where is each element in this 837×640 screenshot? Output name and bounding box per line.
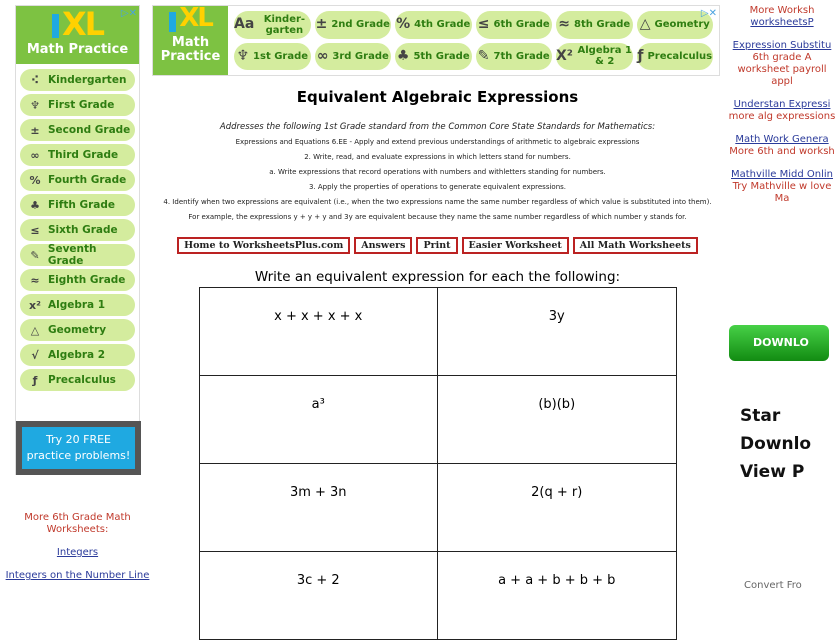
right-block-desc: Try Mathville w love Ma	[732, 181, 832, 204]
standard-line: Expressions and Equations 6.EE - Apply and extend previous understandings of arithmetic to algebraic expressions	[235, 138, 640, 146]
ad-item-label: Algebra 2	[48, 349, 106, 361]
banner-pill[interactable]	[315, 11, 392, 39]
expression-cell: a³	[199, 376, 438, 464]
banner-logo-line1: Math	[171, 35, 210, 50]
ad-item-eighth-grade[interactable]	[20, 269, 135, 291]
ad-item-label: Fifth Grade	[48, 199, 116, 211]
banner-pill-label: 3rd Grade	[332, 50, 389, 62]
right-link[interactable]: worksheetsP	[750, 17, 814, 28]
right-link-block	[727, 99, 837, 123]
nav-button-easier-worksheet[interactable]: Easier Worksheet	[462, 237, 569, 254]
grade-icon: Aa	[234, 16, 255, 33]
expression-cell: (b)(b)	[438, 376, 677, 464]
ad-subtitle: Math Practice	[26, 42, 129, 57]
banner-pill-label: 4th Grade	[414, 19, 471, 31]
expression-cell: a + a + b + b + b	[438, 552, 677, 640]
triangle-icon: △	[30, 323, 40, 337]
grade-icon: %	[396, 16, 411, 33]
more-worksheets-heading: More 6th Grade Math Worksheets:	[24, 512, 131, 535]
expression-cell: 3m + 3n	[199, 464, 438, 552]
grade-icon: ≈	[558, 16, 571, 33]
banner-pill[interactable]	[476, 11, 553, 39]
ixl-logo[interactable]: XL Math Practice	[16, 6, 139, 64]
ad-item-label: Fourth Grade	[48, 174, 127, 186]
grade-icon: ♣	[396, 47, 410, 64]
sqrt-icon: √	[31, 348, 39, 362]
ixl-side-ad[interactable]	[15, 5, 140, 475]
instruction: Write an equivalent expression for each the following:	[254, 269, 621, 285]
ad-item-label: Seventh Grade	[47, 243, 97, 267]
table-row	[199, 464, 676, 552]
expression-cell: x + x + x + x	[199, 288, 438, 376]
expression-cell: 2(q + r)	[438, 464, 677, 552]
standard-line: Addresses the following 1st Grade standard from the Common Core State Standards for Mathematics:	[219, 122, 656, 132]
banner-pill-label: Kinder-garten	[263, 13, 306, 36]
right-link-block	[727, 5, 837, 29]
ad-item-precalculus[interactable]	[20, 369, 135, 391]
pencil-cup-icon: ♆	[30, 98, 40, 112]
ad-item-kindergarten[interactable]	[20, 69, 135, 91]
ad-item-algebra-1[interactable]	[20, 294, 135, 316]
banner-pill[interactable]	[476, 43, 553, 71]
grade-icon: ♆	[236, 47, 250, 64]
ad-choices-icon[interactable]: ▷✕	[120, 8, 137, 19]
grade-icon: △	[639, 16, 651, 33]
right-sidebar	[727, 5, 837, 216]
ad-item-geometry[interactable]	[20, 319, 135, 341]
approx-icon: ≈	[30, 273, 40, 287]
expression-cell: 3y	[438, 288, 677, 376]
banner-pill[interactable]	[395, 43, 472, 71]
standards-text	[150, 120, 725, 225]
function-icon: ƒ	[32, 373, 38, 387]
infinity-icon: ∞	[30, 148, 40, 162]
right-link-block	[727, 40, 837, 88]
right-link[interactable]: Math Work Genera	[735, 134, 829, 145]
ad-item-fourth-grade[interactable]	[20, 169, 135, 191]
banner-pill-label: Geometry	[654, 19, 710, 31]
ad-item-sixth-grade[interactable]	[20, 219, 135, 241]
right-block-pre: More Worksh	[749, 5, 815, 16]
ad-item-second-grade[interactable]	[20, 119, 135, 141]
table-row	[199, 376, 676, 464]
right-block-desc: More 6th and worksh	[729, 146, 835, 157]
ad-item-label: Precalculus	[48, 374, 116, 386]
ad-grade-list	[16, 64, 139, 395]
table-row	[199, 552, 676, 640]
free-practice-button[interactable]	[16, 421, 141, 475]
apple-books-icon: ♣	[30, 198, 40, 212]
ad-choices-icon[interactable]: ▷✕	[700, 8, 717, 19]
standard-line: 4. Identify when two expressions are equivalent (i.e., when the two expressions name the same number regardless of which value is substituted into them).	[163, 198, 712, 206]
right-link-block	[727, 134, 837, 158]
ad-item-seventh-grade[interactable]	[20, 244, 135, 266]
percent-icon: %	[29, 173, 41, 187]
banner-pill[interactable]	[395, 11, 472, 39]
ad-item-label: Sixth Grade	[48, 224, 118, 236]
ad-item-label: Second Grade	[48, 124, 131, 136]
ixl-banner-logo[interactable]: XL Math Practice	[153, 6, 228, 75]
banner-pill-label: 1st Grade	[253, 50, 309, 62]
less-equal-icon: ≤	[30, 223, 40, 237]
right-link[interactable]: Understan Expressi	[733, 99, 831, 110]
grade-icon: ƒ	[637, 47, 644, 64]
right-link-block	[727, 169, 837, 205]
standard-line: For example, the expressions y + y + y and 3y are equivalent because they name the same number regardless of which number y stands for.	[188, 213, 687, 221]
right-link[interactable]: Expression Substitu	[732, 40, 832, 51]
standard-line: 2. Write, read, and evaluate expressions in which letters stand for numbers.	[304, 153, 571, 161]
worksheet-content	[150, 88, 725, 640]
more-worksheets-links	[0, 512, 155, 582]
download-button[interactable]: DOWNLO	[729, 325, 829, 361]
grade-icon: ∞	[316, 47, 329, 64]
banner-pill-label: 7th Grade	[493, 50, 550, 62]
ixl-top-banner[interactable]	[152, 5, 720, 76]
table-row	[199, 288, 676, 376]
grade-icon: ±	[315, 16, 328, 33]
ad-item-label: Third Grade	[48, 149, 119, 161]
banner-pill-label: 8th Grade	[574, 19, 631, 31]
ad-item-label: Kindergarten	[48, 74, 127, 86]
banner-pill[interactable]	[234, 43, 311, 71]
right-block-desc: 6th grade A worksheet payroll appl	[737, 52, 827, 87]
ad-item-fifth-grade[interactable]	[20, 194, 135, 216]
banner-pill[interactable]	[637, 43, 714, 71]
grade-icon: ✎	[477, 47, 490, 64]
page-title: Equivalent Algebraic Expressions	[296, 88, 579, 106]
pencil-icon: ✎	[30, 248, 40, 262]
banner-grade-grid	[228, 6, 719, 75]
nav-button-all-math-worksheets[interactable]: All Math Worksheets	[573, 237, 698, 254]
nav-button-answers[interactable]: Answers	[354, 237, 412, 254]
ad-item-label: Algebra 1	[48, 299, 106, 311]
banner-pill-label: 6th Grade	[493, 19, 550, 31]
banner-logo-line2: Practice	[160, 49, 221, 64]
ad-item-algebra-2[interactable]	[20, 344, 135, 366]
ad-item-label: First Grade	[48, 99, 115, 111]
banner-pill-label: 2nd Grade	[331, 19, 390, 31]
banner-pill[interactable]	[556, 43, 633, 71]
expression-cell: 3c + 2	[199, 552, 438, 640]
worksheet-table	[199, 287, 677, 640]
x-squared-icon: x²	[29, 298, 41, 312]
grade-icon: X²	[556, 47, 573, 64]
grade-icon: ≤	[477, 16, 490, 33]
banner-pill-label: Algebra 1 & 2	[577, 45, 632, 68]
standard-line: a. Write expressions that record operations with numbers and withletters standing for numbers.	[269, 168, 606, 176]
banner-pill[interactable]	[234, 11, 311, 39]
banner-pill[interactable]	[556, 11, 633, 39]
ad-caption: Convert Fro	[744, 580, 802, 591]
right-block-desc: more alg expressions	[728, 111, 836, 122]
cta-line1: Try 20 FREE	[46, 433, 111, 446]
link-integers[interactable]: Integers	[56, 547, 99, 558]
ad-item-first-grade[interactable]	[20, 94, 135, 116]
plus-minus-icon: ±	[30, 123, 40, 137]
link-integers-number-line[interactable]: Integers on the Number Line	[5, 570, 150, 581]
right-link[interactable]: Mathville Midd Onlin	[731, 169, 833, 180]
banner-pill-label: Precalculus	[647, 50, 713, 62]
ad-item-label: Geometry	[48, 324, 107, 336]
ad-item-label: Eighth Grade	[48, 274, 126, 286]
cta-line2: practice problems!	[26, 449, 131, 462]
banner-pill[interactable]	[315, 43, 392, 71]
standard-line: 3. Apply the properties of operations to generate equivalent expressions.	[308, 183, 567, 191]
dots-icon: ⠪	[30, 73, 40, 87]
ad-headline: Star Downlo View P	[740, 406, 812, 482]
nav-button-home-to-worksheetsplus-com[interactable]: Home to WorksheetsPlus.com	[177, 237, 350, 254]
nav-button-print[interactable]: Print	[416, 237, 457, 254]
worksheet-nav-buttons	[150, 237, 725, 254]
banner-pill-label: 5th Grade	[413, 50, 470, 62]
ad-item-third-grade[interactable]	[20, 144, 135, 166]
